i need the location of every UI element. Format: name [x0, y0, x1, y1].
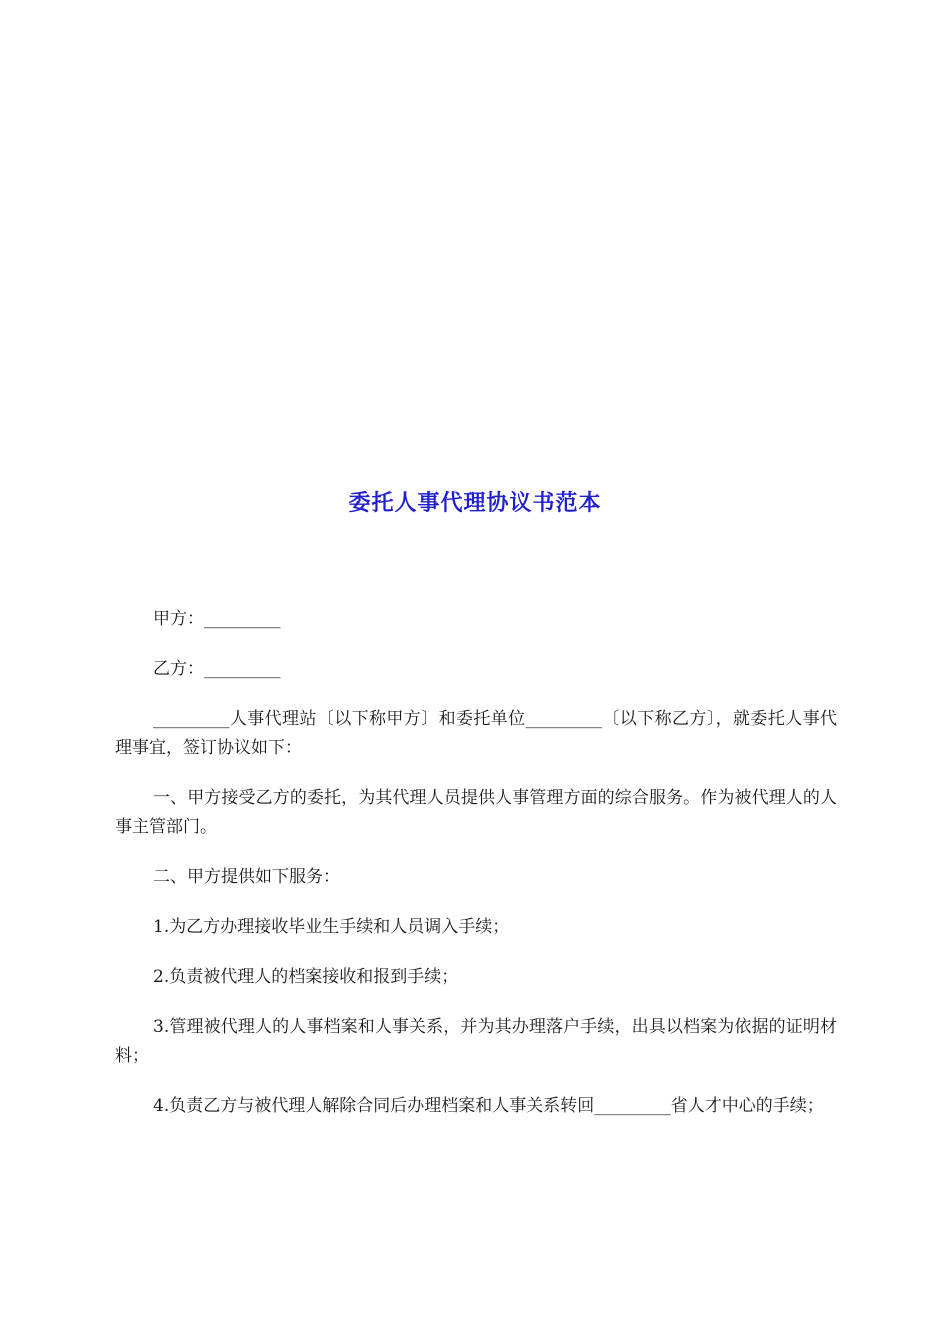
- intro-paragraph: _________人事代理站〔以下称甲方〕和委托单位_________〔以下称乙方〕，就委托人事代理事宜，签订协议如下：: [115, 709, 837, 758]
- party-a-line: 甲方：_________: [153, 609, 281, 629]
- service-item-1: 1.为乙方办理接收毕业生手续和人员调入手续；: [153, 917, 510, 937]
- document-title: 委托人事代理协议书范本: [348, 490, 602, 516]
- service-item-2: 2.负责被代理人的档案接收和报到手续；: [153, 967, 459, 987]
- document-body: [115, 605, 837, 1142]
- clause-1-paragraph: 一、甲方接受乙方的委托，为其代理人员提供人事管理方面的综合服务。作为被代理人的人事主管部门。: [115, 788, 837, 837]
- service-item-4: 4.负责乙方与被代理人解除合同后办理档案和人事关系转回_________省人才中心的手续；: [153, 1096, 824, 1116]
- service-item-3: 3.管理被代理人的人事档案和人事关系，并为其办理落户手续，出具以档案为依据的证明材料；: [115, 1017, 837, 1066]
- clause-2-heading: 二、甲方提供如下服务：: [153, 867, 340, 887]
- party-b-line: 乙方：_________: [153, 659, 281, 679]
